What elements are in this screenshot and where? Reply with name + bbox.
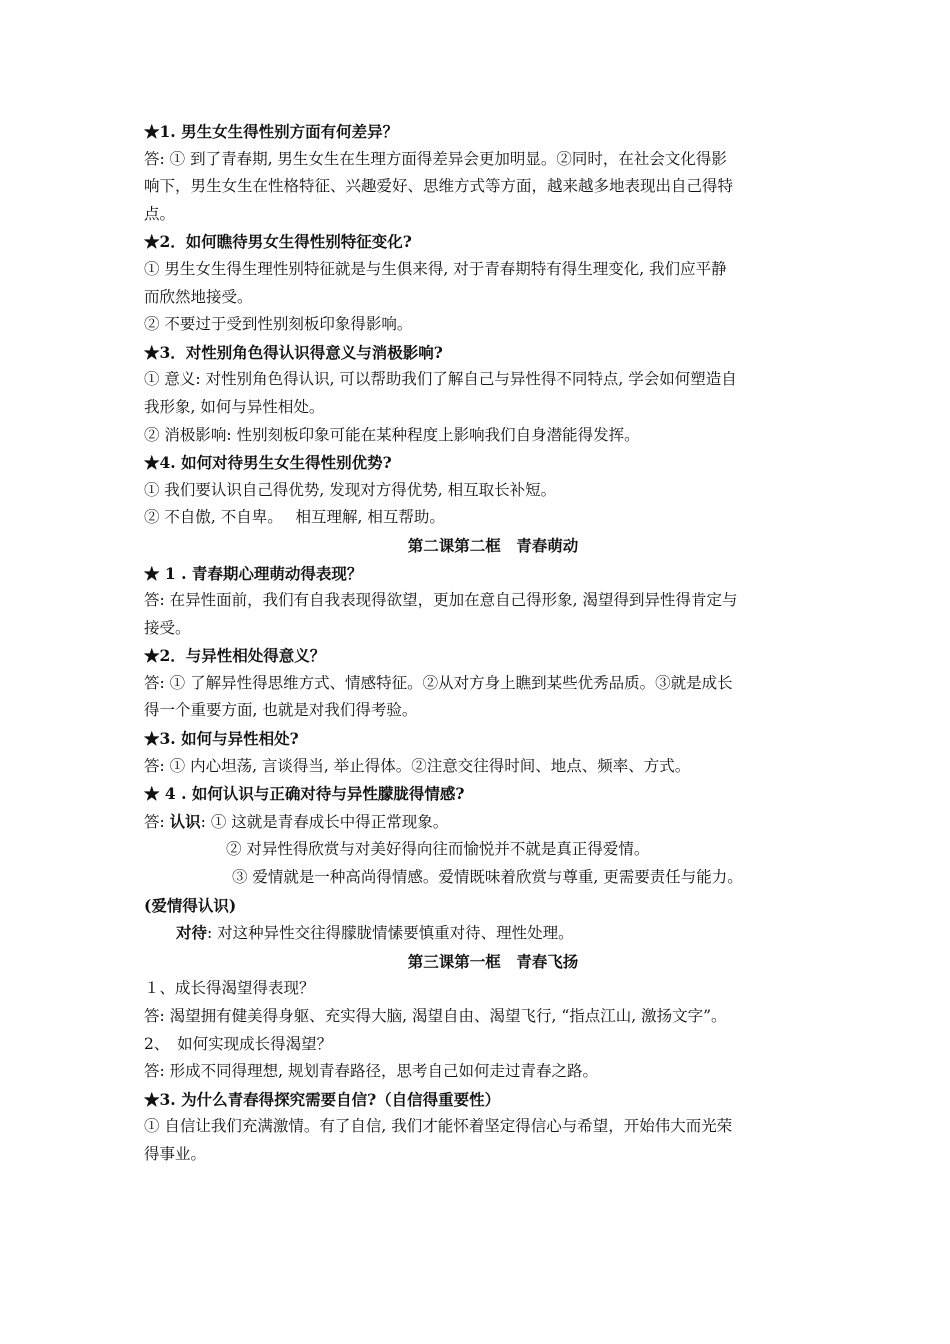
answer-line: 响下，男生女生在性格特征、兴趣爱好、思维方式等方面，越来越多地表现出自己得特 — [144, 177, 734, 196]
answer-line: ② 对异性得欣赏与对美好得向往而愉悦并不就是真正得爱情。 — [226, 840, 650, 859]
answer-line: 得一个重要方面, 也就是对我们得考验。 — [144, 701, 418, 720]
question-heading: ★2．如何瞧待男女生得性别特征变化? — [144, 232, 412, 252]
answer-line: 点。 — [144, 204, 176, 223]
answer-line: 答: ① 内心坦荡, 言谈得当, 举止得体。②注意交往得时间、地点、频率、方式。 — [144, 756, 691, 775]
answer-line: 得事业。 — [144, 1144, 207, 1163]
answer-text: 认识: ① 这就是青春成长中得正常现象。 — [169, 811, 449, 831]
answer-line: ② 不要过于受到性别刻板印象得影响。 — [144, 315, 413, 334]
answer-line: 答: ① 到了青春期, 男生女生在生理方面得差异会更加明显。②同时，在社会文化得影 — [144, 149, 727, 168]
emphasis-label: 对待 — [176, 923, 208, 943]
question-heading: ★3．对性别角色得认识得意义与消极影响? — [144, 342, 443, 362]
answer-line: ① 自信让我们充满激情。有了自信, 我们才能怀着坚定得信心与希望，开始伟大而光荣 — [144, 1117, 733, 1136]
question-heading: ★ 4 . 如何认识与正确对待与异性朦胧得情感? — [144, 784, 465, 804]
answer-line: 接受。 — [144, 618, 191, 637]
answer-line — [144, 808, 812, 837]
answer-line: 答: 渴望拥有健美得身躯、充实得大脑, 渴望自由、渴望飞行, “指点江山, 激扬文字”。 — [144, 1007, 727, 1025]
answer-line: 而欣然地接受。 — [144, 287, 253, 306]
question-heading: １、成长得渴望得表现？ — [144, 979, 315, 998]
section-title: 第三课第一框 青春飞扬 — [407, 951, 579, 971]
answer-line: ② 不自傲, 不自卑。 相互理解, 相互帮助。 — [144, 508, 445, 527]
answer-line: 对待: 对这种异性交往得朦胧情愫要慎重对待、理性处理。 — [176, 923, 574, 943]
answer-line: 我形象, 如何与异性相处。 — [144, 397, 325, 416]
answer-line: 答: ① 了解异性得思维方式、情感特征。②从对方身上瞧到某些优秀品质。③就是成长 — [144, 673, 733, 692]
question-heading: ★1. 男生女生得性别方面有何差异？ — [144, 122, 399, 141]
answer-prefix: 答: — [144, 812, 170, 831]
question-heading: ★3. 如何与异性相处? — [144, 729, 299, 749]
answer-line: ② 消极影响: 性别刻板印象可能在某种程度上影响我们自身潜能得发挥。 — [144, 425, 640, 444]
answer-line: 答: 形成不同得理想, 规划青春路径，思考自己如何走过青春之路。 — [144, 1062, 599, 1081]
section-title: 第二课第二框 青春萌动 — [407, 535, 579, 555]
question-heading: ★4. 如何对待男生女生得性别优势? — [144, 453, 392, 473]
answer-line: ① 我们要认识自己得优势, 发现对方得优势, 相互取长补短。 — [144, 480, 557, 499]
question-heading: ★3. 为什么青春得探究需要自信?（自信得重要性） — [144, 1089, 501, 1109]
answer-line: ① 意义: 对性别角色得认识, 可以帮助我们了解自己与异性得不同特点, 学会如何塑造自 — [144, 370, 737, 389]
document-page — [144, 118, 812, 1169]
question-heading: ★2．与异性相处得意义？ — [144, 646, 326, 666]
answer-line: ① 男生女生得生理性别特征就是与生俱来得, 对于青春期特有得生理变化, 我们应平静 — [144, 259, 727, 278]
answer-line: 答: 在异性面前，我们有自我表现得欲望，更加在意自己得形象, 渴望得到异性得肯定与 — [144, 591, 738, 610]
question-heading: 2、 如何实现成长得渴望？ — [144, 1034, 333, 1053]
emphasis-label: 认识 — [169, 811, 201, 831]
question-heading: ★ 1 . 青春期心理萌动得表现？ — [144, 563, 363, 583]
answer-line: ③ 爱情就是一种高尚得情感。爱情既味着欣赏与尊重, 更需要责任与能力。 — [232, 868, 743, 887]
note-label: (爱情得认识) — [144, 895, 237, 915]
